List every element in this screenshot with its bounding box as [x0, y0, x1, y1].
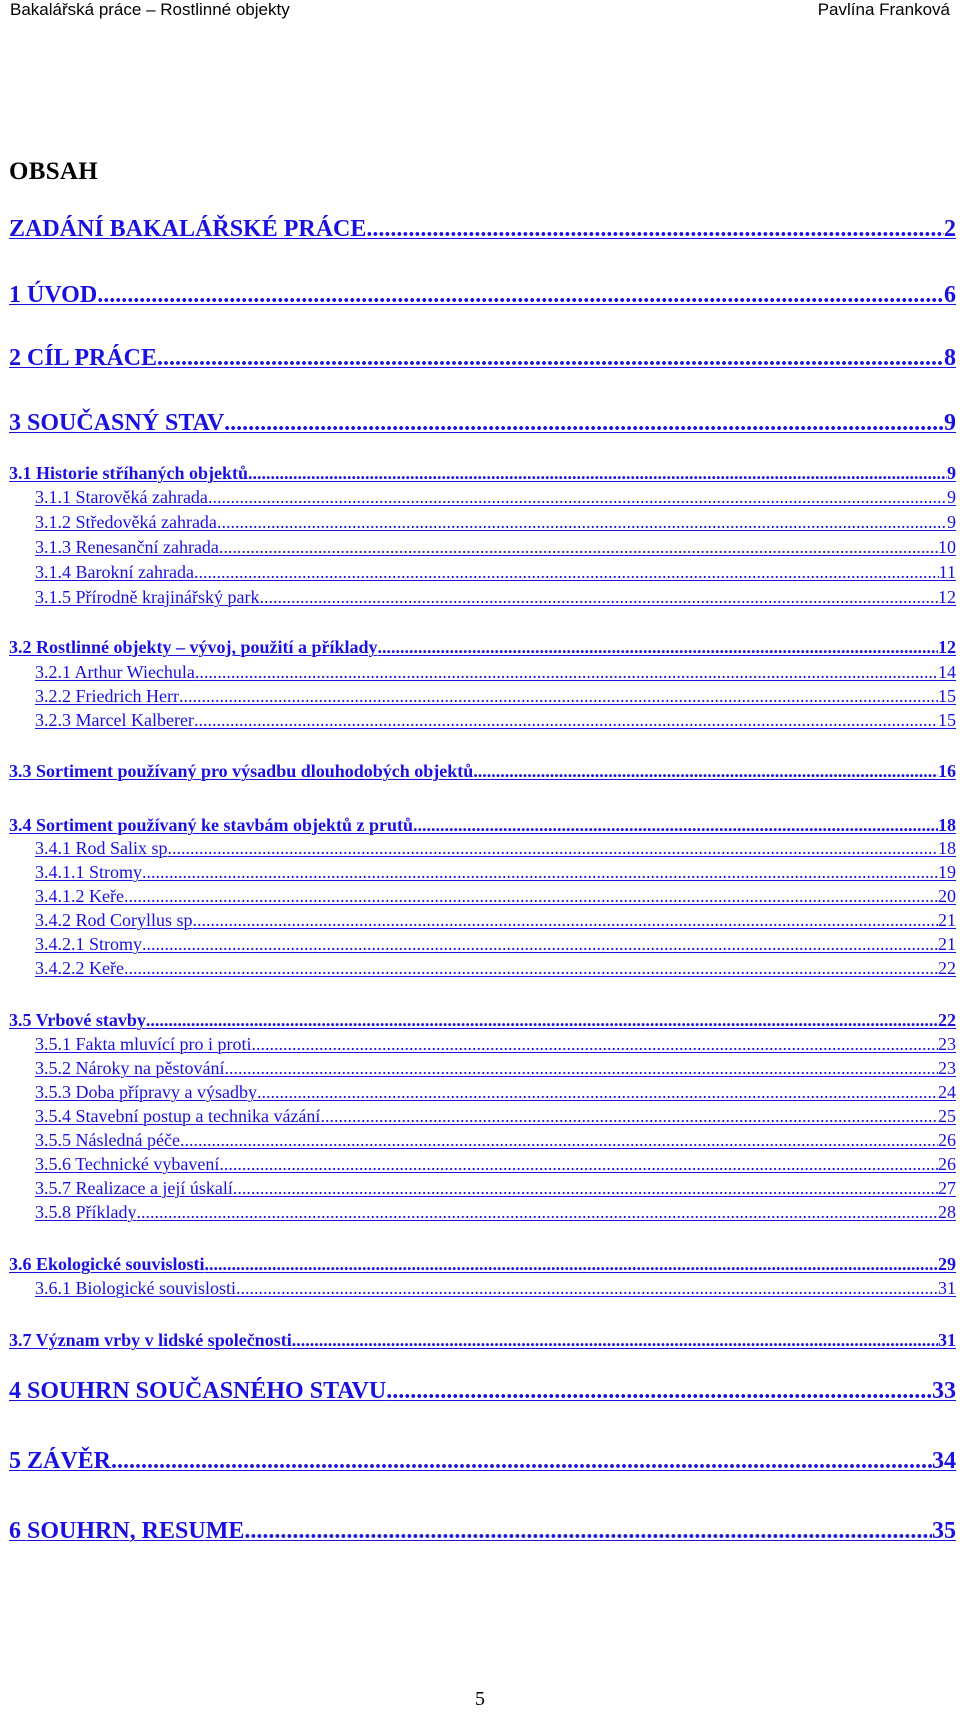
toc-entry-page: 22: [938, 1010, 956, 1030]
toc-entry[interactable]: [9, 216, 956, 243]
page-number: 5: [475, 1688, 485, 1710]
toc-dot-leader: [195, 662, 938, 683]
toc-entry-title: 5 ZÁVĚR: [9, 1448, 112, 1474]
toc-entry[interactable]: [9, 1254, 956, 1275]
toc-dot-leader: [111, 1448, 932, 1475]
toc-entry-page: 26: [938, 1154, 956, 1174]
toc-dot-leader: [205, 1254, 938, 1275]
toc-dot-leader: [320, 1106, 938, 1127]
toc-entry-title: 3.5.4 Stavební postup a technika vázání: [35, 1106, 321, 1126]
toc-entry-title: 3.5.1 Fakta mluvící pro i proti: [35, 1034, 252, 1054]
toc-entry[interactable]: [35, 1278, 956, 1299]
toc-entry-title: 3.5.7 Realizace a její úskalí: [35, 1178, 233, 1198]
toc-entry-page: 11: [938, 562, 956, 582]
toc-entry[interactable]: [35, 910, 956, 931]
toc-entry-title: 4 SOUHRN SOUČASNÉHO STAVU: [9, 1378, 387, 1404]
toc-entry-page: 23: [938, 1034, 956, 1054]
toc-entry-title: 3.1.5 Přírodně krajinářský park: [35, 587, 260, 607]
toc-entry[interactable]: [35, 1106, 956, 1127]
toc-entry[interactable]: [9, 1010, 956, 1031]
toc-entry-page: 8: [944, 345, 956, 371]
toc-dot-leader: [97, 282, 944, 309]
toc-entry-title: 3.5.5 Následná péče: [35, 1130, 180, 1150]
toc-entry-title: 3.2.3 Marcel Kalberer: [35, 710, 194, 730]
toc-entry-title: 3.3 Sortiment používaný pro výsadbu dlouhodobých objektů: [9, 761, 474, 781]
toc-entry[interactable]: [35, 562, 956, 583]
toc-entry[interactable]: [35, 686, 956, 707]
toc-entry-title: 3.1.1 Starověká zahrada: [35, 487, 208, 507]
toc-dot-leader: [142, 862, 938, 883]
toc-entry[interactable]: [9, 1330, 956, 1351]
toc-entry-title: 3.5 Vrbové stavby: [9, 1010, 146, 1030]
toc-entry[interactable]: [35, 1034, 956, 1055]
toc-entry-page: 15: [938, 686, 956, 706]
toc-dot-leader: [292, 1330, 938, 1351]
toc-entry-page: 34: [932, 1448, 956, 1474]
toc-entry-page: 12: [938, 587, 956, 607]
toc-dot-leader: [180, 1130, 938, 1151]
toc-entry[interactable]: [9, 463, 956, 484]
toc-entry[interactable]: [35, 862, 956, 883]
toc-entry[interactable]: [9, 1448, 956, 1475]
toc-dot-leader: [146, 1010, 938, 1031]
toc-entry-title: 3.1.2 Středověká zahrada: [35, 512, 217, 532]
toc-dot-leader: [168, 838, 938, 859]
toc-entry[interactable]: [35, 710, 956, 731]
toc-entry[interactable]: [35, 958, 956, 979]
toc-entry-title: ZADÁNÍ BAKALÁŘSKÉ PRÁCE: [9, 216, 367, 242]
toc-entry-title: 3.1 Historie stříhaných objektů: [9, 463, 249, 483]
toc-entry-title: 3.2.2 Friedrich Herr: [35, 686, 179, 706]
toc-dot-leader: [137, 1202, 939, 1223]
toc-entry[interactable]: [35, 512, 956, 533]
toc-entry-page: 27: [938, 1178, 956, 1198]
toc-entry[interactable]: [35, 587, 956, 608]
toc-entry-title: 3.2 Rostlinné objekty – vývoj, použití a příklady: [9, 637, 378, 657]
toc-entry[interactable]: [35, 1202, 956, 1223]
toc-dot-leader: [257, 1082, 938, 1103]
toc-entry-page: 15: [938, 710, 956, 730]
toc-entry-page: 29: [938, 1254, 956, 1274]
toc-entry-page: 9: [947, 463, 956, 483]
toc-entry-title: 3.4.2.2 Keře: [35, 958, 124, 978]
toc-dot-leader: [124, 958, 938, 979]
header-author: Pavlína Franková: [817, 0, 950, 19]
toc-dot-leader: [244, 1518, 932, 1545]
toc-entry[interactable]: [35, 934, 956, 955]
toc-entry-page: 23: [938, 1058, 956, 1078]
toc-entry[interactable]: [9, 815, 956, 836]
toc-entry-page: 33: [932, 1378, 956, 1404]
toc-entry-title: 3.6.1 Biologické souvislosti: [35, 1278, 237, 1298]
toc-entry-page: 10: [938, 537, 956, 557]
toc-dot-leader: [219, 537, 938, 558]
toc-entry-title: 3.5.8 Příklady: [35, 1202, 137, 1222]
toc-entry-title: 1 ÚVOD: [9, 282, 98, 308]
toc-entry[interactable]: [9, 761, 956, 782]
toc-dot-leader: [224, 410, 944, 437]
toc-entry-page: 24: [938, 1082, 956, 1102]
toc-entry-title: 3.4.1.2 Keře: [35, 886, 124, 906]
toc-entry-title: 3.4.2 Rod Coryllus sp: [35, 910, 193, 930]
toc-entry[interactable]: [9, 282, 956, 309]
toc-entry-page: 19: [938, 862, 956, 882]
toc-dot-leader: [124, 886, 938, 907]
toc-entry[interactable]: [35, 1154, 956, 1175]
toc-dot-leader: [378, 637, 938, 658]
toc-entry[interactable]: [35, 838, 956, 859]
toc-entry-title: 3.5.2 Nároky na pěstování: [35, 1058, 225, 1078]
toc-entry-title: 2 CÍL PRÁCE: [9, 345, 158, 371]
toc-dot-leader: [194, 562, 939, 583]
toc-entry-title: 3.4.1 Rod Salix sp: [35, 838, 168, 858]
toc-entry-title: 3.2.1 Arthur Wiechula: [35, 662, 195, 682]
toc-entry[interactable]: [35, 886, 956, 907]
page-title: OBSAH: [9, 158, 99, 185]
toc-entry-page: 20: [938, 886, 956, 906]
toc-dot-leader: [193, 910, 938, 931]
toc-entry[interactable]: [35, 487, 956, 508]
toc-dot-leader: [208, 487, 947, 508]
toc-entry-page: 25: [938, 1106, 956, 1126]
toc-entry-title: 6 SOUHRN, RESUME: [9, 1518, 245, 1544]
toc-dot-leader: [219, 1154, 938, 1175]
toc-entry-title: 3.4.1.1 Stromy: [35, 862, 143, 882]
toc-entry-page: 26: [938, 1130, 956, 1150]
toc-entry-page: 18: [938, 838, 956, 858]
toc-entry-page: 12: [938, 637, 956, 657]
toc-entry[interactable]: [9, 345, 956, 372]
toc-entry-title: 3.6 Ekologické souvislosti: [9, 1254, 205, 1274]
toc-entry-page: 31: [938, 1330, 956, 1350]
header-title: Bakalářská práce – Rostlinné objekty: [10, 0, 290, 19]
toc-entry[interactable]: [9, 1518, 956, 1545]
toc-entry[interactable]: [9, 637, 956, 658]
toc-dot-leader: [259, 587, 938, 608]
toc-entry[interactable]: [35, 662, 956, 683]
toc-dot-leader: [217, 512, 947, 533]
toc-entry-title: 3.5.3 Doba přípravy a výsadby: [35, 1082, 257, 1102]
toc-entry[interactable]: [35, 537, 956, 558]
toc-dot-leader: [236, 1278, 938, 1299]
toc-dot-leader: [413, 815, 938, 836]
toc-entry-page: 35: [932, 1518, 956, 1544]
toc-entry[interactable]: [35, 1178, 956, 1199]
toc-dot-leader: [224, 1058, 938, 1079]
toc-entry-page: 22: [938, 958, 956, 978]
toc-entry-title: 3.1.3 Renesanční zahrada: [35, 537, 219, 557]
toc-dot-leader: [179, 686, 938, 707]
toc-entry-title: 3.4.2.1 Stromy: [35, 934, 143, 954]
toc-entry-title: 3.1.4 Barokní zahrada: [35, 562, 194, 582]
toc-entry-page: 2: [944, 216, 956, 242]
toc-entry-page: 18: [938, 815, 956, 835]
toc-entry-title: 3.5.6 Technické vybavení: [35, 1154, 220, 1174]
toc-dot-leader: [233, 1178, 938, 1199]
toc-entry-page: 16: [938, 761, 956, 781]
toc-entry-title: 3.4 Sortiment používaný ke stavbám objektů z prutů: [9, 815, 414, 835]
toc-entry-page: 6: [944, 282, 956, 308]
toc-entry[interactable]: [9, 410, 956, 437]
toc-entry-title: 3 SOUČASNÝ STAV: [9, 410, 225, 436]
toc-entry-page: 9: [947, 487, 956, 507]
toc-dot-leader: [366, 216, 944, 243]
toc-dot-leader: [386, 1378, 932, 1405]
toc-entry-page: 21: [938, 910, 956, 930]
toc-entry-page: 14: [938, 662, 956, 682]
toc-dot-leader: [157, 345, 944, 372]
toc-entry[interactable]: [9, 1378, 956, 1405]
toc-dot-leader: [194, 710, 938, 731]
toc-entry-page: 21: [938, 934, 956, 954]
toc-entry-title: 3.7 Význam vrby v lidské společnosti: [9, 1330, 292, 1350]
toc-dot-leader: [251, 1034, 938, 1055]
toc-dot-leader: [473, 761, 938, 782]
toc-entry[interactable]: [35, 1058, 956, 1079]
toc-dot-leader: [142, 934, 938, 955]
running-header: [10, 0, 950, 24]
toc-entry[interactable]: [35, 1130, 956, 1151]
toc-entry-page: 9: [947, 512, 956, 532]
toc-dot-leader: [248, 463, 947, 484]
toc-entry[interactable]: [35, 1082, 956, 1103]
toc-entry-page: 28: [938, 1202, 956, 1222]
toc-entry-page: 31: [938, 1278, 956, 1298]
toc-entry-page: 9: [944, 410, 956, 436]
